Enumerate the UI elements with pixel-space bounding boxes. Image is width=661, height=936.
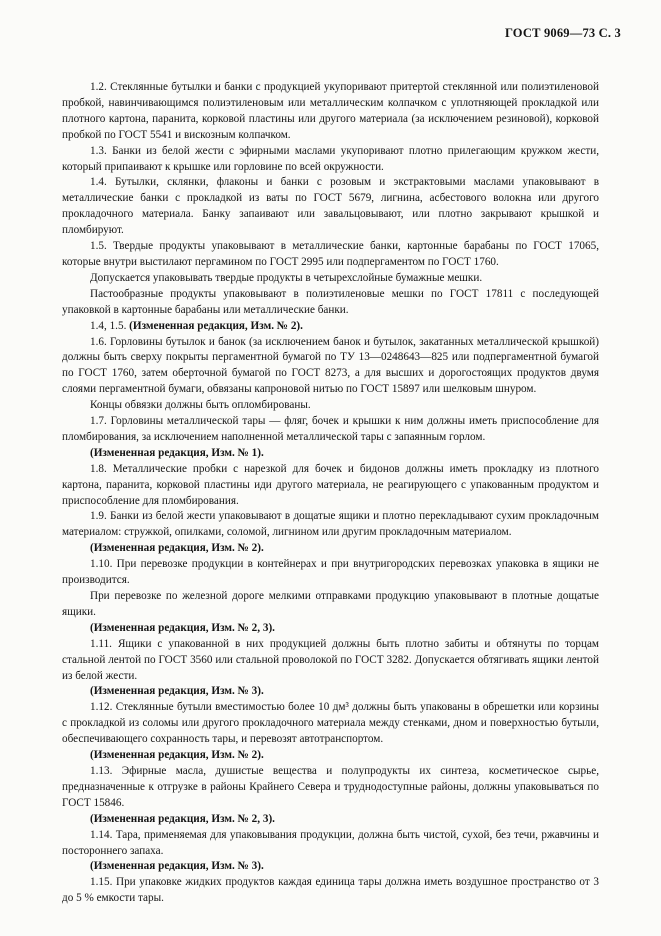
paragraph-1-8: 1.8. Металлические пробки с нарезкой для бочек и бидонов должны иметь прокладку из плотного картона, паранита, корковой пластины иди другого материала, не реагирующего с упакованным продуктом и приспособление для пломбирования. <box>62 462 599 507</box>
paragraph-1-2: 1.2. Стеклянные бутылки и банки с продукцией укупоривают притертой стеклянной или полиэтиленовой пробкой, навинчивающимся полиэтиленовым или металлическим колпачком с уплотняющей прокладкой или плотного картона, паранита, корковой пластины или другого материала (за исключением резиновой), корковой пробкой по ГОСТ 5541 и вискозным колпачком. <box>62 81 599 141</box>
revision-note: (Измененная редакция, Изм. № 2, 3). <box>90 812 275 825</box>
document-body <box>62 80 599 907</box>
paragraph-railway: При перевозке по железной дороге мелкими отправками продукцию упаковывают в плотные дощатые ящики. <box>62 590 599 618</box>
paragraph-1-7: 1.7. Горловины металлической тары — фляг, бочек и крышки к ним должны иметь приспособление для пломбирования, за исключением наполненной металлической тары с запаянным горлом. <box>62 415 599 443</box>
paragraph-1-5: 1.5. Твердые продукты упаковывают в металлические банки, картонные барабаны по ГОСТ 17065, которые внутри выстилают пергамином по ГОСТ 2995 или подпергаментом по ГОСТ 1760. <box>62 240 599 268</box>
paragraph-1-12: 1.12. Стеклянные бутыли вместимостью более 10 дм³ должны быть упакованы в обрешетки или корзины с прокладкой из соломы или другого прокладочного материала между стенками, дном и поверхностью бутыли, обеспечивающего сохранность тары, и перевозят автотранспортом. <box>62 701 599 746</box>
paragraph-1-4: 1.4. Бутылки, склянки, флаконы и банки с розовым и экстрактовыми маслами упаковывают в металлические банки с прокладкой из ваты по ГОСТ 5679, лигнина, асбестового волокна или другого прокладочного материала. Банку запаивают или завальцовывают, или плотно закрывают крышкой и пломбируют. <box>62 176 599 237</box>
revision-note: (Измененная редакция, Изм. № 2). <box>90 542 264 555</box>
paragraph-paste-products: Пастообразные продукты упаковывают в полиэтиленовые мешки по ГОСТ 17811 с последующей упаковкой в картонные барабаны или металлические банки. <box>62 287 599 316</box>
revision-note: (Измененная редакция, Изм. № 3). <box>90 860 264 873</box>
paragraph-solid-products: Допускается упаковывать твердые продукты в четырехслойные бумажные мешки. <box>90 271 483 284</box>
revision-note: (Измененная редакция, Изм. № 2). <box>90 749 264 762</box>
page-header: ГОСТ 9069—73 С. 3 <box>504 26 621 40</box>
revision-note: (Измененная редакция, Изм. № 3). <box>90 685 264 698</box>
paragraph-1-13: 1.13. Эфирные масла, душистые вещества и полупродукты их синтеза, косметическое сырье, предназначенные к отгрузке в районы Крайнего Севера и труднодоступные районы, должны упаковываться по ГОСТ 15846. <box>62 764 599 809</box>
paragraph-1-10: 1.10. При перевозке продукции в контейнерах и при внутригородских перевозках упаковка в ящики не производится. <box>62 558 599 587</box>
paragraph-1-3: 1.3. Банки из белой жести с эфирными маслами укупоривают плотно прилегающим кружком жести, который припаивают к крышке или горловине по всей окружности. <box>62 144 599 173</box>
revision-note: (Измененная редакция, Изм. № 1). <box>90 446 264 459</box>
paragraph-sealing: Концы обвязки должны быть опломбированы. <box>90 399 311 412</box>
paragraph-1-6: 1.6. Горловины бутылок и банок (за исключением банок и бутылок, закатанных металлической крышкой) должны быть сверху покрыты пергаментной бумагой по ТУ 13—0248643—825 или подпергаментной бумагой по ГОСТ 1760, затем оберточной бумагой по ГОСТ 8273, а для высших и дорогостоящих продуктов двумя слоями пергаментной бумаги, обвязаны капроновой нитью по ГОСТ 15897 или шелковым шнуром. <box>62 335 599 396</box>
paragraph-1-14: 1.14. Тара, применяемая для упаковывания продукции, должна быть чистой, сухой, без течи, ржавчины и постороннего запаха. <box>62 828 599 857</box>
paragraph-1-9: 1.9. Банки из белой жести упаковывают в дощатые ящики и плотно перекладывают сухим прокладочным материалом: стружкой, опилками, соломой, лигнином или другим прокладочным материалом. <box>62 510 599 539</box>
revision-note: (Измененная редакция, Изм. № 2, 3). <box>90 621 275 634</box>
paragraph-1-15: 1.15. При упаковке жидких продуктов каждая единица тары должна иметь воздушное пространство от 3 до 5 % емкости тары. <box>62 876 599 905</box>
paragraph-revision-1-4-1-5 <box>62 319 599 335</box>
revision-note: (Измененная редакция, Изм. № 2). <box>129 319 303 332</box>
paragraph-1-11: 1.11. Ящики с упакованной в них продукцией должны быть плотно забиты и обтянуты по торцам стальной лентой по ГОСТ 3560 или стальной проволокой по ГОСТ 3282. Допускается обтягивать ящики лентой из белой жести. <box>62 637 599 682</box>
revision-ref: 1.4, 1.5. <box>90 319 127 332</box>
